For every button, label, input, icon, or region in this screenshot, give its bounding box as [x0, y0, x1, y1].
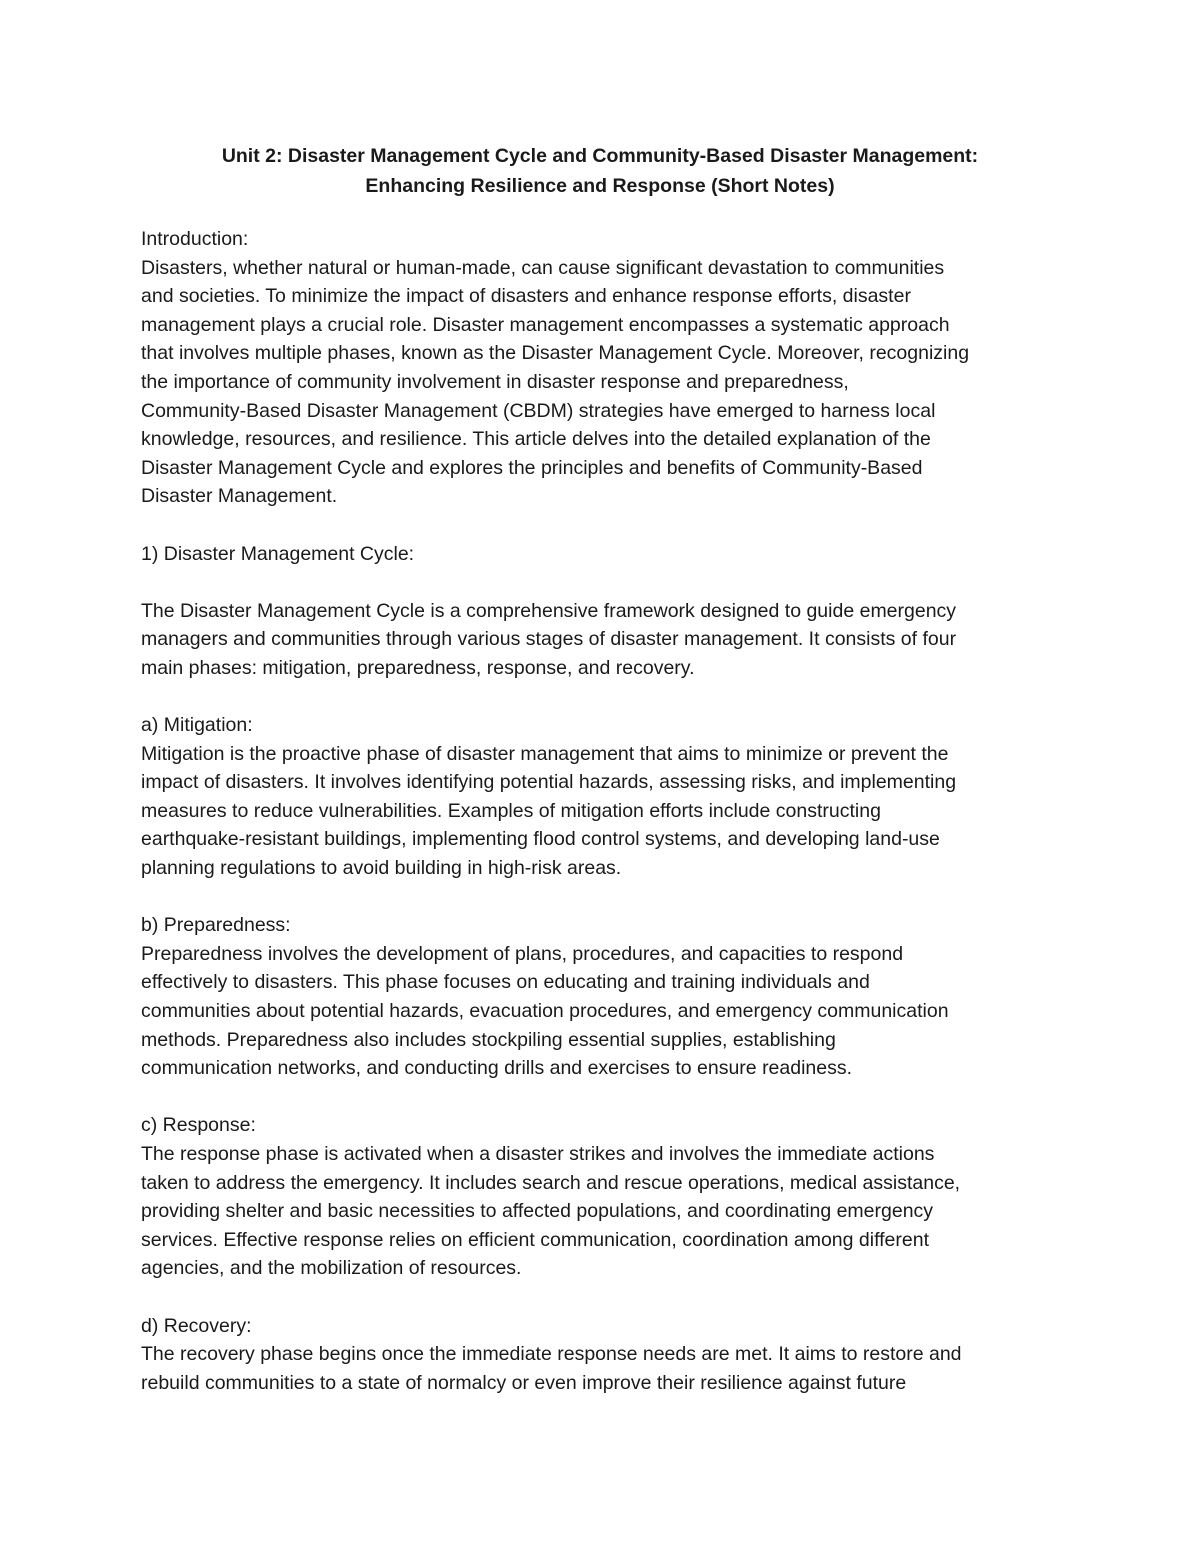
title-line-1: Unit 2: Disaster Management Cycle and Community-Based Disaster Management: — [221, 145, 979, 167]
response-section — [141, 1111, 1081, 1283]
paragraph-line: Mitigation is the proactive phase of disaster management that aims to minimize or prevent the — [141, 742, 949, 765]
paragraph-line: knowledge, resources, and resilience. This article delves into the detailed explanation of the — [141, 428, 931, 451]
paragraph-line: measures to reduce vulnerabilities. Examples of mitigation efforts include constructing — [141, 799, 881, 822]
title-line-2: Enhancing Resilience and Response (Short Notes) — [365, 175, 835, 197]
paragraph-line: the importance of community involvement in disaster response and preparedness, — [141, 370, 849, 393]
section-heading: c) Response: — [141, 1114, 256, 1137]
paragraph-line: management plays a crucial role. Disaster management encompasses a systematic approach — [141, 313, 950, 336]
paragraph-line: Disasters, whether natural or human-made, can cause significant devastation to communities — [141, 256, 945, 279]
paragraph-line: managers and communities through various stages of disaster management. It consists of four — [141, 628, 957, 651]
paragraph-line: planning regulations to avoid building in high-risk areas. — [141, 857, 622, 880]
paragraph-line: main phases: mitigation, preparedness, response, and recovery. — [141, 656, 695, 679]
section-heading: Introduction: — [141, 228, 249, 250]
paragraph-line: The Disaster Management Cycle is a comprehensive framework designed to guide emergency — [141, 599, 957, 622]
recovery-section — [141, 1312, 1081, 1398]
paragraph-line: and societies. To minimize the impact of disasters and enhance response efforts, disaster — [141, 285, 911, 308]
document-title — [100, 141, 1100, 201]
paragraph-line: earthquake-resistant buildings, implementing flood control systems, and developing land-use — [141, 828, 940, 851]
section-heading: b) Preparedness: — [141, 914, 291, 937]
paragraph-line: taken to address the emergency. It includes search and rescue operations, medical assistance, — [141, 1171, 961, 1194]
paragraph-line: The recovery phase begins once the immediate response needs are met. It aims to restore and — [141, 1343, 962, 1366]
paragraph-line: providing shelter and basic necessities to affected populations, and coordinating emergency — [141, 1200, 934, 1223]
paragraph-line: The response phase is activated when a disaster strikes and involves the immediate actions — [141, 1143, 935, 1165]
document-body — [141, 225, 1081, 1426]
mitigation-section — [141, 711, 1081, 883]
paragraph-line: Disaster Management. — [141, 485, 338, 508]
section-heading: 1) Disaster Management Cycle: — [141, 542, 415, 565]
section-heading: d) Recovery: — [141, 1314, 252, 1337]
paragraph-line: agencies, and the mobilization of resources. — [141, 1257, 522, 1280]
section-heading: a) Mitigation: — [141, 714, 253, 737]
paragraph-line: Preparedness involves the development of plans, procedures, and capacities to respond — [141, 942, 904, 965]
paragraph-line: Community-Based Disaster Management (CBDM) strategies have emerged to harness local — [141, 399, 936, 422]
paragraph-line: that involves multiple phases, known as the Disaster Management Cycle. Moreover, recognizing — [141, 342, 970, 365]
paragraph-line: Disaster Management Cycle and explores the principles and benefits of Community-Based — [141, 456, 923, 479]
cycle-paragraph — [141, 597, 1081, 683]
introduction-section — [141, 225, 1081, 511]
paragraph-line: methods. Preparedness also includes stockpiling essential supplies, establishing — [141, 1028, 836, 1051]
paragraph-line: impact of disasters. It involves identifying potential hazards, assessing risks, and implementing — [141, 771, 957, 794]
paragraph-line: services. Effective response relies on efficient communication, coordination among different — [141, 1228, 930, 1251]
cycle-heading-block — [141, 540, 1081, 569]
paragraph-line: effectively to disasters. This phase focuses on educating and training individuals and — [141, 971, 870, 994]
paragraph-line: communication networks, and conducting drills and exercises to ensure readiness. — [141, 1057, 853, 1080]
paragraph-line: rebuild communities to a state of normalcy or even improve their resilience against future — [141, 1371, 907, 1394]
paragraph-line: communities about potential hazards, evacuation procedures, and emergency communication — [141, 1000, 949, 1023]
preparedness-section — [141, 911, 1081, 1083]
